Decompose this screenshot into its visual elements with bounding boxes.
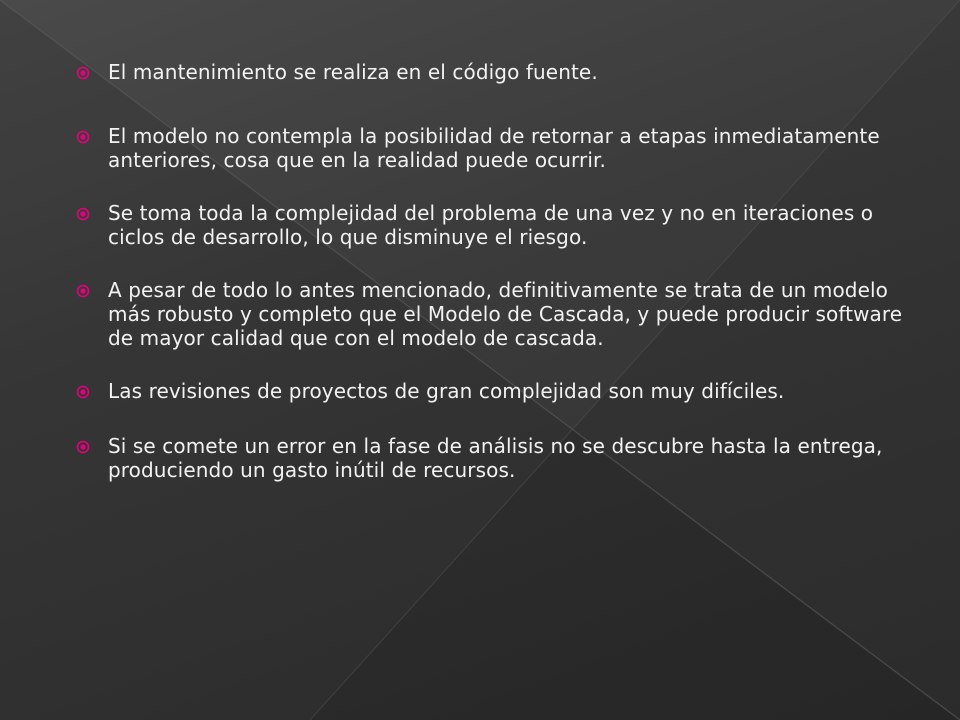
slide-content <box>76 60 910 511</box>
bullet-item <box>76 434 910 482</box>
bullet-item <box>76 379 910 405</box>
bullet-text: Las revisiones de proyectos de gran complejidad son muy difíciles. <box>108 379 785 403</box>
bullet-text: El modelo no contempla la posibilidad de retornar a etapas inmediatamente anteriores, cosa que en la realidad puede ocurrir. <box>108 124 880 172</box>
radio-bullet-icon <box>76 278 108 304</box>
bullet-text: El mantenimiento se realiza en el código fuente. <box>108 60 598 84</box>
bullet-item <box>76 124 910 172</box>
bullet-item <box>76 278 910 350</box>
radio-bullet-icon <box>76 434 108 460</box>
radio-bullet-icon <box>76 379 108 405</box>
bullet-item <box>76 60 910 86</box>
radio-bullet-icon <box>76 124 108 150</box>
bullet-text: Se toma toda la complejidad del problema de una vez y no en iteraciones o ciclos de desarrollo, lo que disminuye el riesgo. <box>108 201 874 249</box>
radio-bullet-icon <box>76 201 108 227</box>
bullet-item <box>76 201 910 249</box>
bullet-text: A pesar de todo lo antes mencionado, definitivamente se trata de un modelo más robusto y completo que el Modelo de Cascada, y puede producir software de mayor calidad que con el modelo de cascada. <box>108 278 903 350</box>
radio-bullet-icon <box>76 60 108 86</box>
bullet-text: Si se comete un error en la fase de análisis no se descubre hasta la entrega, produciendo un gasto inútil de recursos. <box>108 434 883 482</box>
